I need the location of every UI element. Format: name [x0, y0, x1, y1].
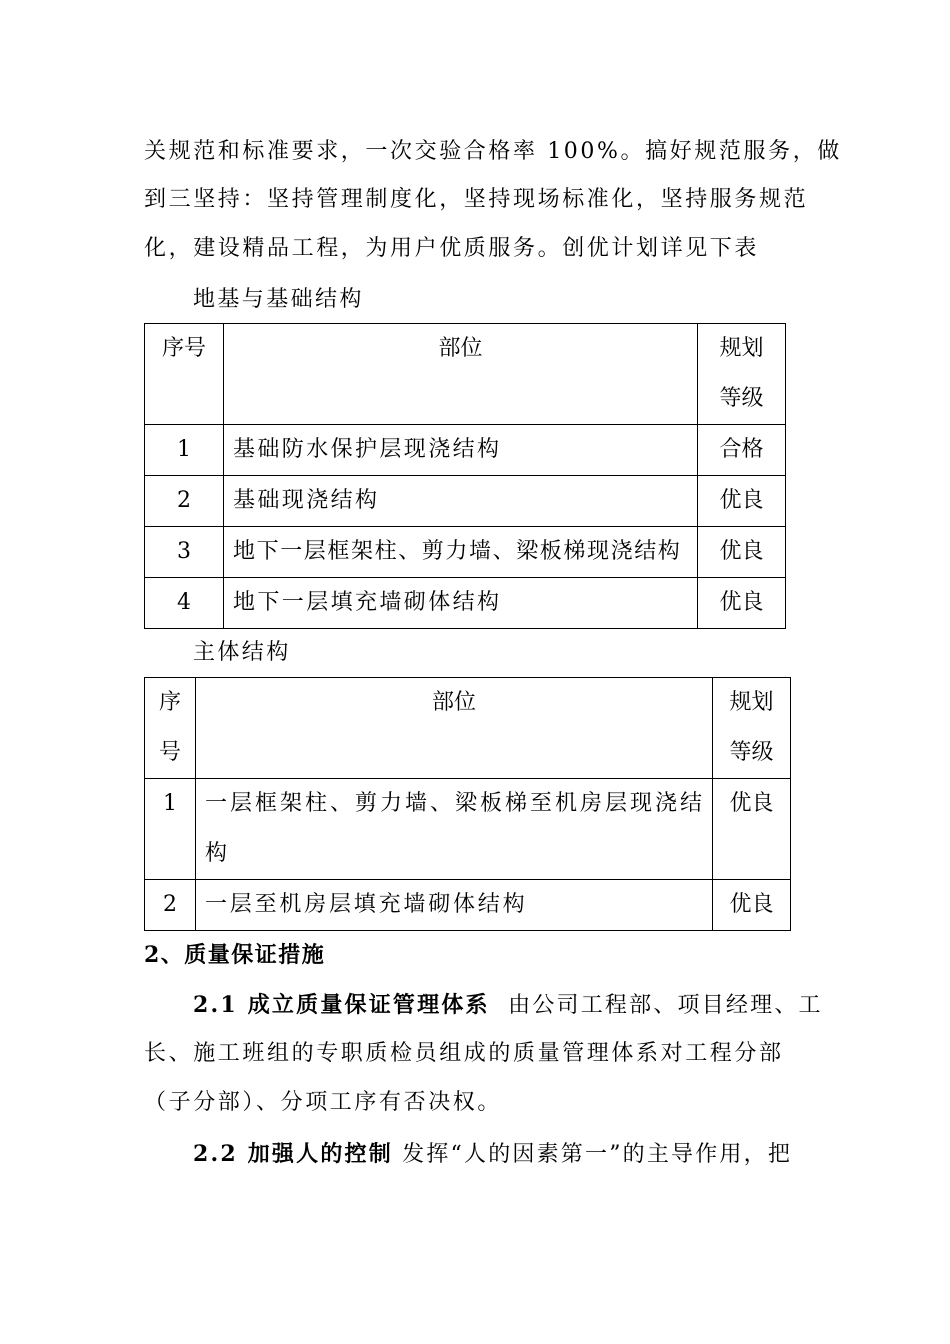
row-part: 地下一层填充墙砌体结构	[224, 578, 698, 629]
row-part: 基础防水保护层现浇结构	[224, 425, 698, 476]
table-row	[145, 779, 791, 880]
header-no-line2: 号	[158, 740, 181, 765]
header-grade	[713, 678, 791, 779]
para-2-2-line-1	[193, 1129, 809, 1179]
intro-line-2: 到三坚持：坚持管理制度化，坚持现场标准化，坚持服务规范	[144, 187, 809, 212]
header-no-line1: 序	[158, 690, 181, 715]
header-part: 部位	[224, 324, 698, 425]
header-grade	[698, 324, 786, 425]
header-part: 部位	[196, 678, 713, 779]
row-grade: 优良	[698, 527, 786, 578]
table-row	[145, 425, 786, 476]
row-part: 基础现浇结构	[224, 476, 698, 527]
para-2-2-lead: 2.2 加强人的控制	[193, 1141, 393, 1167]
row-no: 2	[145, 476, 224, 527]
para-2-1-line-2: 长、施工班组的专职质检员组成的质量管理体系对工程分部	[144, 1041, 784, 1066]
intro-line-3: 化，建设精品工程，为用户优质服务。创优计划详见下表	[144, 236, 760, 261]
row-grade: 优良	[713, 779, 791, 880]
para-2-2-text: 发挥“人的因素第一”的主导作用，把	[402, 1142, 793, 1167]
row-grade: 优良	[698, 476, 786, 527]
row-no: 4	[145, 578, 224, 629]
row-grade: 优良	[698, 578, 786, 629]
header-no: 序号	[145, 324, 224, 425]
header-grade-line2: 等级	[729, 740, 774, 765]
row-part: 地下一层框架柱、剪力墙、梁板梯现浇结构	[224, 527, 698, 578]
header-no	[145, 678, 196, 779]
row-no: 3	[145, 527, 224, 578]
table-row	[145, 578, 786, 629]
table-row	[145, 476, 786, 527]
row-part: 一层框架柱、剪力墙、梁板梯至机房层现浇结构	[196, 779, 713, 880]
para-2-1-line-1	[193, 980, 823, 1030]
para-2-1-lead: 2.1 成立质量保证管理体系	[193, 992, 490, 1018]
header-grade-line2: 等级	[719, 386, 764, 411]
foundation-plan-table	[144, 323, 786, 629]
table2-caption: 主体结构	[193, 640, 291, 665]
table-row	[145, 880, 791, 931]
row-no: 2	[145, 880, 196, 931]
row-no: 1	[145, 779, 196, 880]
table1-caption: 地基与基础结构	[193, 287, 364, 312]
row-grade: 合格	[698, 425, 786, 476]
table-header-row	[145, 678, 791, 779]
main-structure-plan-table	[144, 677, 791, 931]
row-grade: 优良	[713, 880, 791, 931]
header-grade-line1: 规划	[719, 336, 764, 361]
row-part: 一层至机房层填充墙砌体结构	[196, 880, 713, 931]
intro-line-1: 关规范和标准要求，一次交验合格率 100%。搞好规范服务，做	[144, 139, 842, 164]
section-heading: 2、质量保证措施	[144, 942, 326, 968]
table-row	[145, 527, 786, 578]
para-2-1-text: 由公司工程部、项目经理、工	[508, 993, 823, 1018]
para-2-1-line-3: （子分部）、分项工序有否决权。	[144, 1090, 503, 1115]
table-header-row	[145, 324, 786, 425]
header-grade-line1: 规划	[729, 690, 774, 715]
row-no: 1	[145, 425, 224, 476]
